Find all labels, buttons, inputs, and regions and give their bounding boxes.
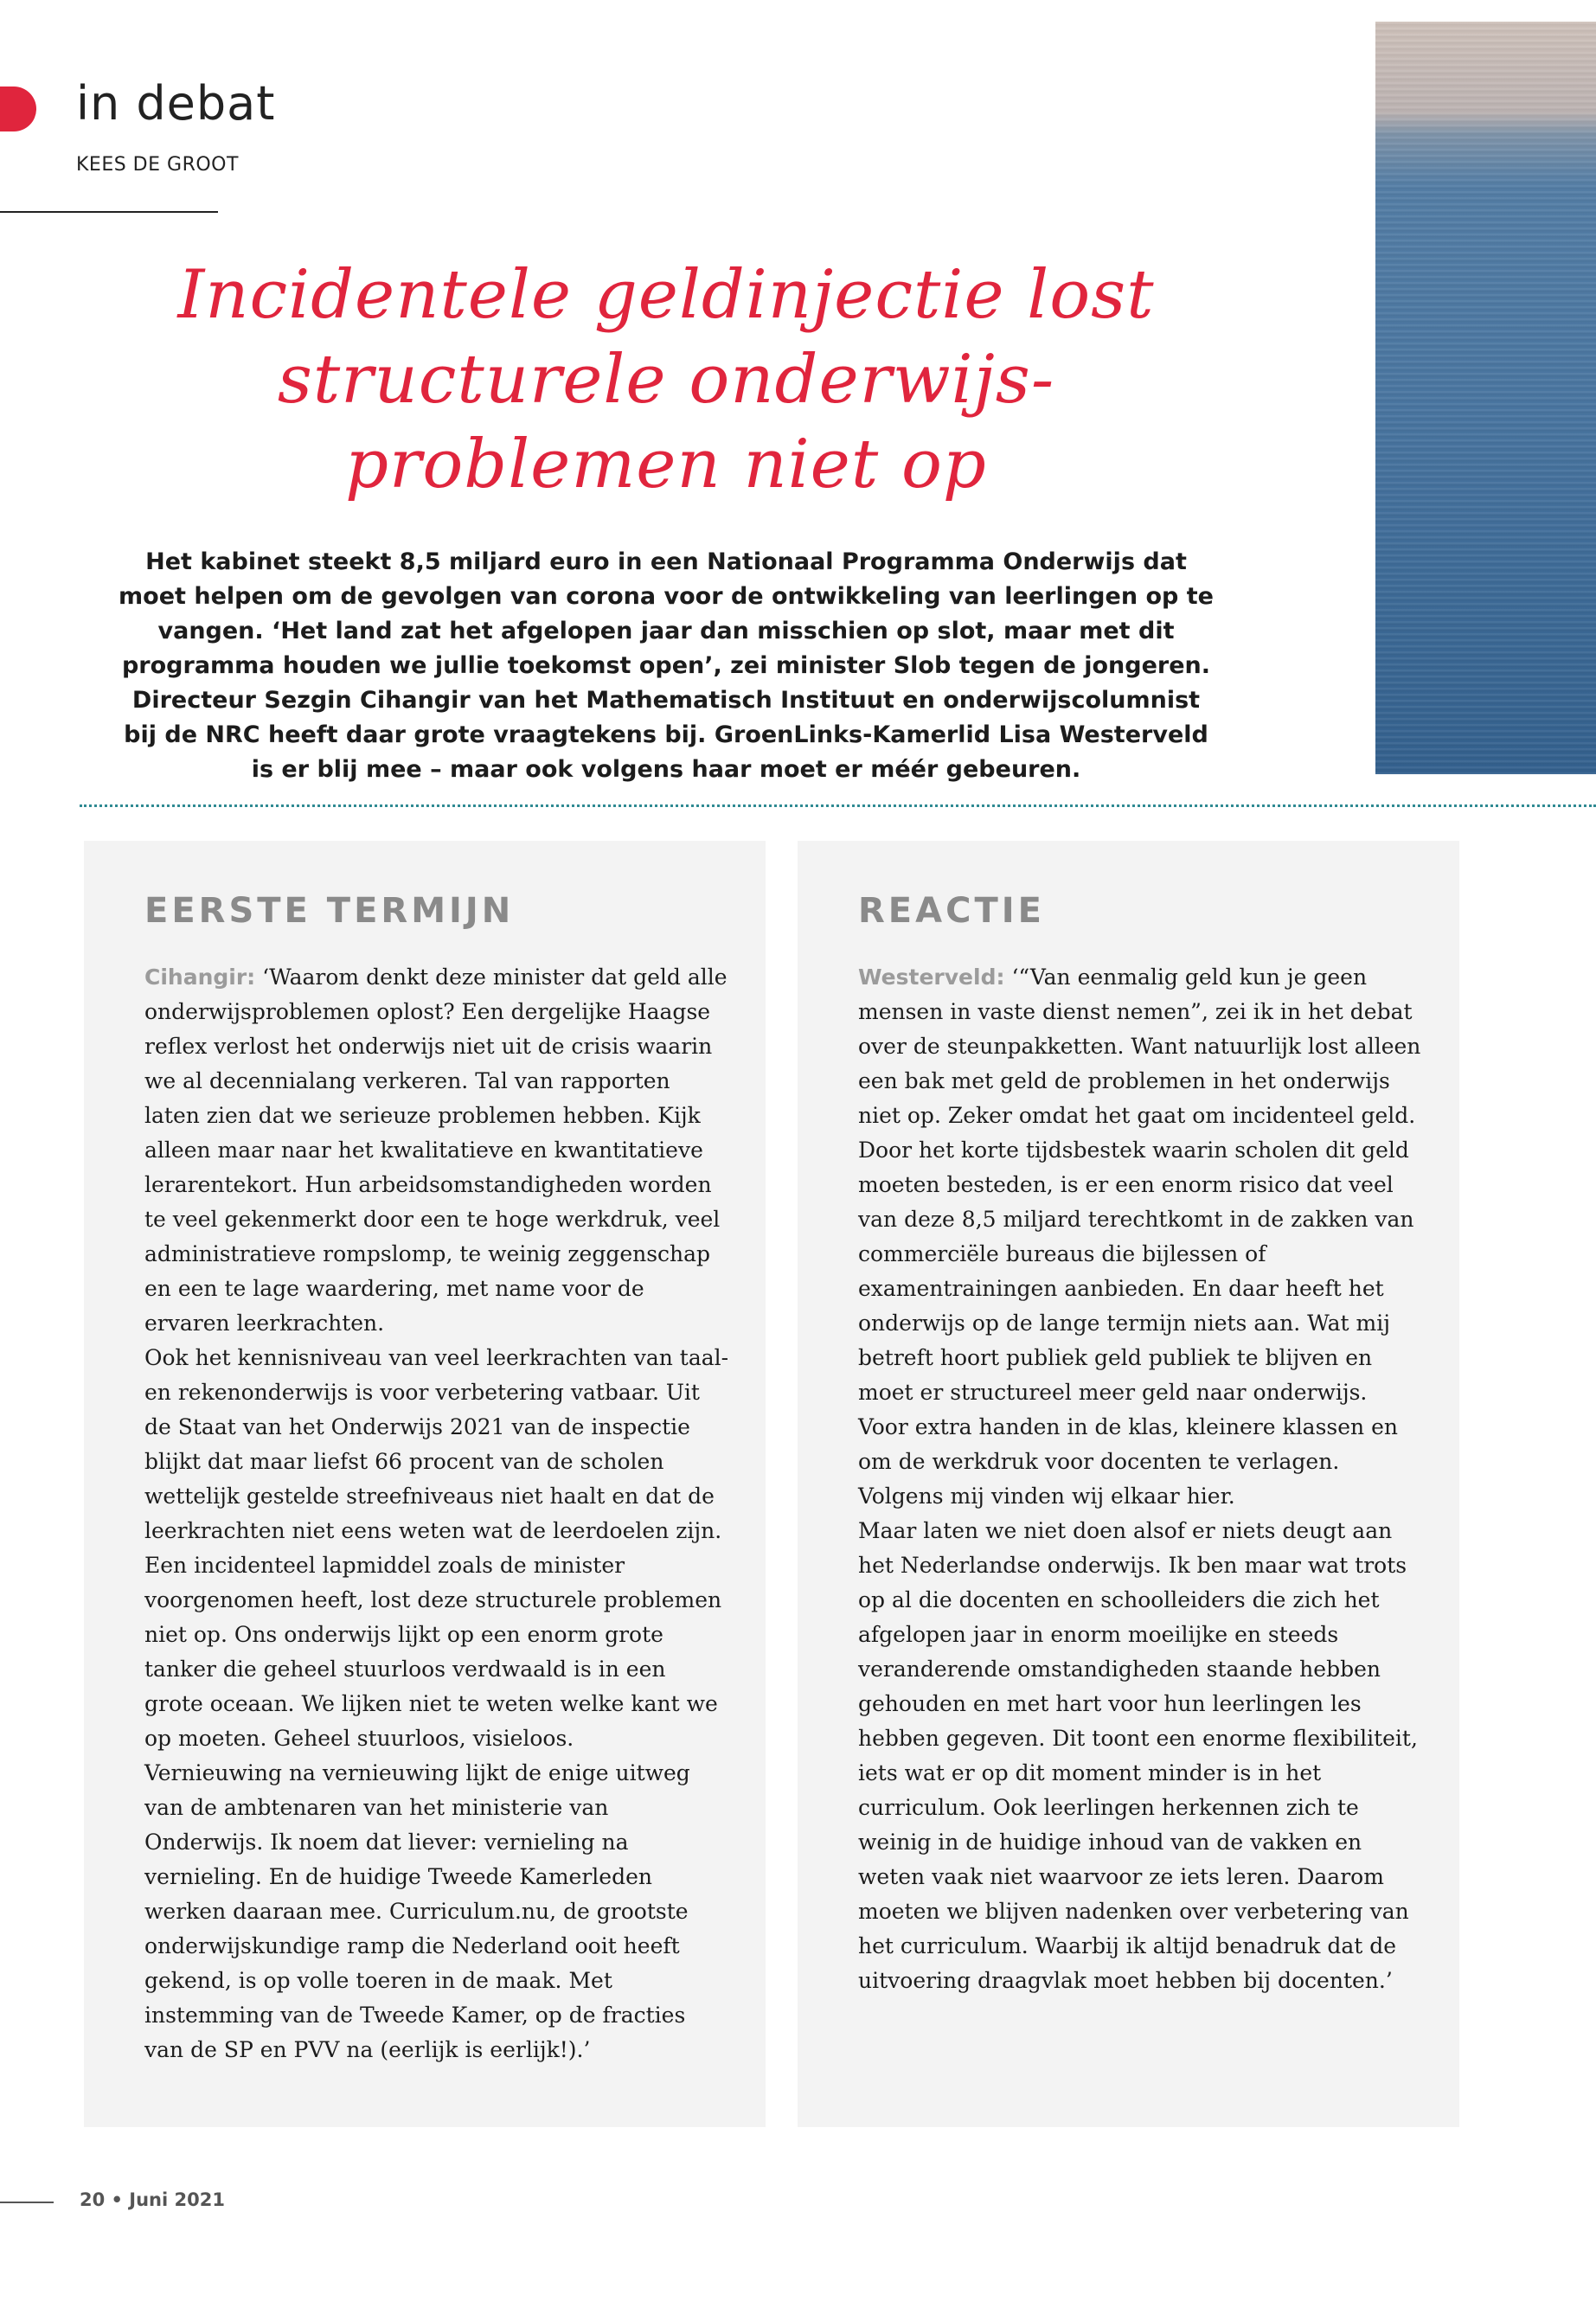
speaker-label: Westerveld: — [858, 965, 1005, 990]
paragraph: Maar laten we niet doen alsof er niets deugt aan het Nederlandse onderwijs. Ik ben maar wat trots op al die docenten en schoolleiders die zich het afgelopen jaar in enorm moeilijke en steeds veranderende omstandigheden staande hebben gehouden en met hart voor hun leerlingen les hebben gegeven. Dit toont een enorme flexibiliteit, iets wat er op dit moment minder is in het curriculum. Ook leerlingen herkennen zich te weinig in de huidige inhoud van de vakken en weten vaak niet waarvoor ze iets leren. Daarom moeten we blijven nadenken over verbetering van het curriculum. Waarbij ik altijd benadruk dat de uitvoering draagvlak moet hebben bij docenten.’ — [858, 1518, 1418, 1993]
footer-separator: • — [111, 2189, 123, 2210]
paragraph — [858, 960, 1423, 1514]
headline: Incidentele geldinjectie lost structurele onderwijs-problemen niet op — [177, 256, 1155, 503]
dotted-divider — [80, 804, 1596, 807]
page-footer — [80, 2189, 225, 2210]
paragraph: Vernieuwing na vernieuwing lijkt de enige uitweg van de ambtenaren van het ministerie van Onderwijs. Ik noem dat liever: vernieling na vernieling. En de huidige Tweede Kamerleden werken daaraan mee. Curriculum.nu, de grootste onderwijskundige ramp die Nederland ooit heeft gekend, is op volle toeren in de maak. Met instemming van de Tweede Kamer, op de fracties van de SP en PVV na (eerlijk is eerlijk!).’ — [144, 1760, 690, 2062]
panel-heading: REACTIE — [858, 891, 1045, 931]
paragraph-text: ‘Waarom denkt deze minister dat geld alle onderwijsproblemen oplost? Een dergelijke Haagse reflex verlost het onderwijs niet uit de crisis waarin we al decennialang verkeren. Tal van rapporten laten zien dat we serieuze problemen hebben. Kijk alleen maar naar het kwalitatieve en kwantitatieve lerarentekort. Hun arbeidsomstandigheden worden te veel gekenmerkt door een te hoge werkdruk, veel administratieve rompslomp, te weinig zeggenschap en een te lage waardering, met name voor de ervaren leerkrachten. — [144, 965, 727, 1336]
paragraph-text: ‘“Van eenmalig geld kun je geen mensen in vaste dienst nemen”, zei ik in het debat over de steunpakketten. Want natuurlijk lost alleen een bak met geld de problemen in het onderwijs niet op. Zeker omdat het gaat om incidenteel geld. Door het korte tijdsbestek waarin scholen dit geld moeten besteden, is er een enorm risico dat veel van deze 8,5 miljard terechtkomt in de zakken van commerciële bureaus die bijlessen of examentrainingen aanbieden. En daar heeft het onderwijs op de lange termijn niets aan. Wat mij betreft hoort publiek geld publiek te blijven en moet er structureel meer geld naar onderwijs. Voor extra handen in de klas, kleinere klassen en om de werkdruk voor docenten te verlagen. Volgens mij vinden wij elkaar hier. — [858, 965, 1421, 1509]
sea-photo — [1375, 22, 1596, 774]
issue-date: Juni 2021 — [129, 2189, 225, 2210]
panel-heading: EERSTE TERMIJN — [144, 891, 515, 931]
page-number: 20 — [80, 2189, 106, 2210]
speaker-label: Cihangir: — [144, 965, 256, 990]
section-marker — [0, 87, 36, 131]
footer-divider — [0, 2202, 54, 2203]
author-name: KEES DE GROOT — [76, 154, 239, 176]
paragraph — [144, 960, 729, 1341]
section-label: in debat — [76, 76, 276, 131]
intro-text: Het kabinet steekt 8,5 miljard euro in een Nationaal Programma Onderwijs dat moet helpen om de gevolgen van corona voor de ontwikkeling van leerlingen op te vangen. ‘Het land zat het afgelopen jaar dan misschien op slot, maar met dit programma houden we jullie toekomst open’, zei minister Slob tegen de jongeren. Directeur Sezgin Cihangir van het Mathematisch Instituut en onderwijscolumnist bij de NRC heeft daar grote vraagtekens bij. GroenLinks-Kamerlid Lisa Westerveld is er blij mee – maar ook volgens haar moet er méér gebeuren. — [119, 548, 1214, 783]
paragraph: Ook het kennisniveau van veel leerkrachten van taal- en rekenonderwijs is voor verbetering vatbaar. Uit de Staat van het Onderwijs 2021 van de inspectie blijkt dat maar liefst 66 procent van de scholen wettelijk gestelde streefniveaus niet haalt en dat de leerkrachten niet eens weten wat de leerdoelen zijn. Een incidenteel lapmiddel zoals de minister voorgenomen heeft, lost deze structurele problemen niet op. Ons onderwijs lijkt op een enorm grote tanker die geheel stuurloos verdwaald is in een grote oceaan. We lijken niet te weten welke kant we op moeten. Geheel stuurloos, visieloos. — [144, 1345, 729, 1751]
divider — [0, 211, 218, 213]
panel-first-term — [84, 841, 766, 2127]
panel-reaction — [798, 841, 1459, 2127]
